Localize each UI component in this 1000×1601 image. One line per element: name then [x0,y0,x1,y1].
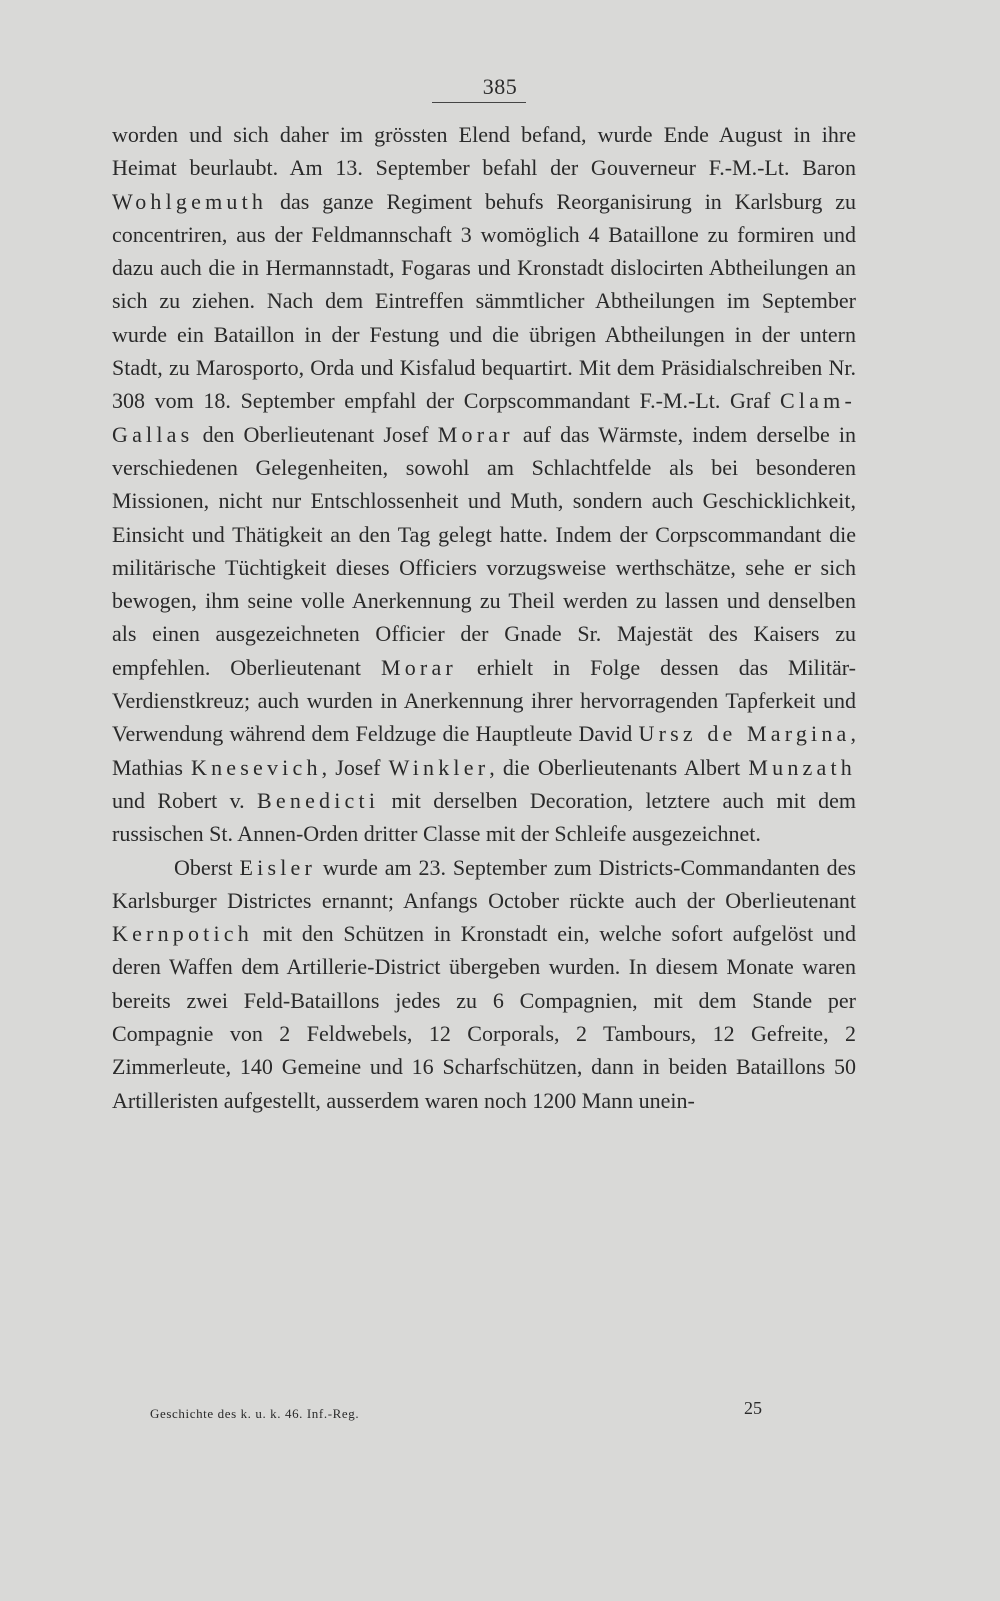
spaced-name: Winkler [388,754,490,780]
spaced-name: Munzath [748,754,856,780]
text-run: worden und sich daher im grössten Elend befand, wurde Ende August in ihre Heimat beurlaubt. Am 13. September befahl der Gouverneur F.-M.-Lt. Baron [112,122,856,181]
text-run: mit derselben Decoration, letztere auch mit dem russischen St. Annen-Orden dritter Classe mit der Schleife ausgezeichnet. [112,787,856,847]
text-run: , die Oberlieutenants Albert [489,754,749,780]
text-run: den Oberlieutenant Josef [193,421,438,447]
spaced-name: Morar [437,421,514,447]
text-run: Oberst [174,854,240,880]
text-run: auf das Wärmste, indem derselbe in verschiedenen Gelegenheiten, sowohl am Schlachtfelde als bei besonderen Missionen, nicht nur Entschlossenheit und Muth, sondern auch Geschicklichkeit, Einsicht und Thätigkeit an den Tag gelegt hatte. Indem der Corpscommandant die militärische Tüchtigkeit dieses Officiers vorzugsweise werthschätze, sehe er sich bewogen, ihm seine volle Anerkennung zu Theil werden zu lassen und denselben als einen ausgezeichneten Officier der Gnade Sr. Majestät des Kaisers zu empfehlen. Oberlieutenant [112,421,857,680]
signature-mark: 25 [744,1398,762,1418]
spaced-name: Eisler [239,854,317,880]
spaced-name: Benedicti [257,787,380,813]
body-text [112,118,856,1117]
text-run: , Mathias [112,721,856,780]
footer-book-title: Geschichte des k. u. k. 46. Inf.-Reg. [150,1406,360,1421]
page-number: 385 [482,74,518,99]
text-run: und Robert v. [112,787,258,813]
paragraph-1 [112,118,856,851]
text-run: erhielt in Folge dessen das Militär-Verdienstkreuz; auch wurden in Anerkennung ihrer hervorragenden Tapferkeit und Verwendung während dem Feldzuge die Hauptleute David [112,654,856,747]
spaced-name: Ursz de Margina [638,721,851,747]
spaced-name: Morar [380,654,457,680]
page-number-rule [432,102,526,103]
text-run: das ganze Regiment behufs Reorganisirung in Karlsburg zu concentriren, aus der Feldmannschaft 3 womöglich 4 Bataillone zu formiren und dazu auch die in Hermannstadt, Fogaras und Kronstadt dislocirten Abtheilungen an sich zu ziehen. Nach dem Eintreffen sämmtlicher Abtheilungen im September wurde ein Bataillon in der Festung und die übrigen Abtheilungen in der untern Stadt, zu Marosporto, Orda und Kisfalud bequartirt. Mit dem Präsidialschreiben Nr. 308 vom 18. September empfahl der Corpscommandant F.-M.-Lt. Graf [112,188,856,414]
text-run: mit den Schützen in Kronstadt ein, welche sofort aufgelöst und deren Waffen dem Artillerie-District übergeben wurden. In diesem Monate waren bereits zwei Feld-Bataillons jedes zu 6 Compagnien, mit dem Stande per Compagnie von 2 Feldwebels, 12 Corporals, 2 Tambours, 12 Gefreite, 2 Zimmerleute, 140 Gemeine und 16 Scharfschützen, dann in beiden Bataillons 50 Artilleristen aufgestellt, ausserdem waren noch 1200 Mann unein- [112,921,856,1113]
spaced-name: Wohlgemuth [112,188,268,214]
text-run: , Josef [321,754,389,780]
spaced-name: Knesevich [191,754,322,780]
spaced-name: Clam-Gallas [112,388,856,447]
spaced-name: Kernpotich [112,921,253,947]
text-run: wurde am 23. September zum Districts-Commandanten des Karlsburger Districtes ernannt; Anfangs October rückte auch der Oberlieutenant [112,854,856,913]
paragraph-2 [112,851,856,1117]
